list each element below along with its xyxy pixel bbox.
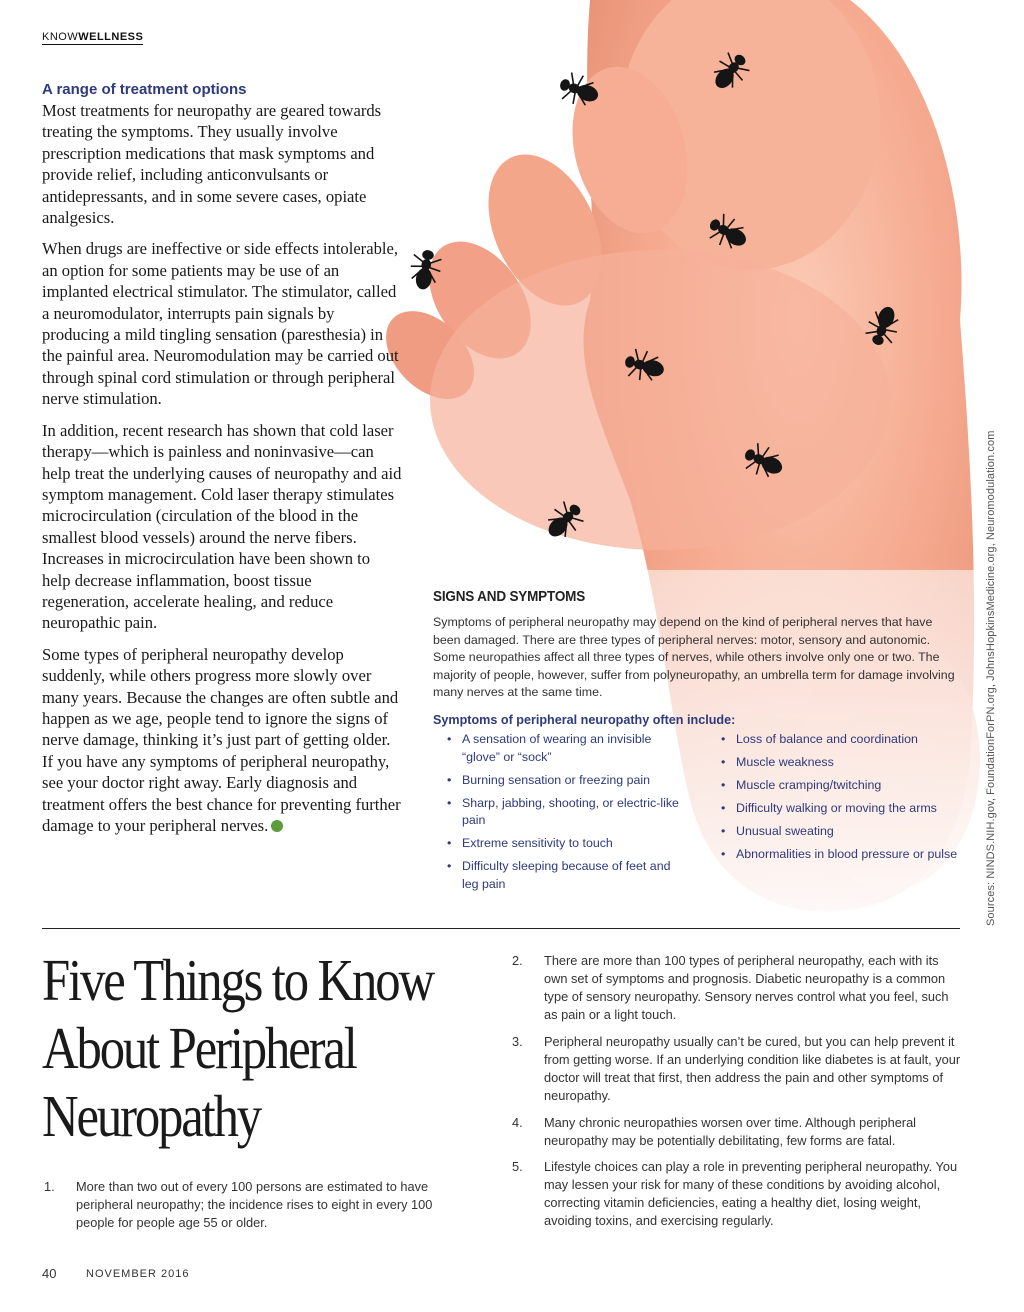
fact-text: Lifestyle choices can play a role in preventing peripheral neuropathy. You may lessen your risk for many of these conditions by avoiding alcohol, correcting vitamin deficiencies, eating a healthy diet, losing weight, avoiding toxins, and exercising regularly. — [544, 1159, 958, 1228]
list-item: • Muscle weakness — [721, 754, 961, 772]
fact-text: Many chronic neuropathies worsen over time. Although peripheral neuropathy may be potentially debilitating, few forms are fatal. — [544, 1115, 917, 1148]
list-item: • Difficulty sleeping because of feet and leg pain — [447, 858, 687, 893]
treatment-paragraph-2: When drugs are ineffective or side effects intolerable, an option for some patients may be use of an implanted electrical stimulator. The stimulator, called a neuromodulator, interrupts pain signals by producing a mild tingling sensation (paresthesia) in the painful area. Neuromodulation may be carried out through spinal cord stimulation or through peripheral nerve stimulation. — [42, 239, 399, 409]
fact-number: 4. — [512, 1115, 523, 1130]
issue-date: NOVEMBER 2016 — [86, 1268, 190, 1280]
list-item: • Unusual sweating — [721, 823, 961, 841]
list-item: • Extreme sensitivity to touch — [447, 835, 687, 853]
fact-number: 2. — [512, 953, 523, 968]
headline-line-1: Five Things to Know — [42, 947, 433, 1013]
sources-credit: Sources: NINDS.NIH.gov, FoundationForPN.org, JohnsHopkinsMedicine.org, Neuromodulation.com — [985, 430, 997, 926]
list-item: • Loss of balance and coordination — [721, 731, 961, 749]
list-item: • Difficulty walking or moving the arms — [721, 800, 961, 818]
signs-subheading: Symptoms of peripheral neuropathy often include: — [433, 713, 736, 727]
treatment-article — [42, 80, 402, 846]
headline — [42, 946, 438, 1150]
signs-body: Symptoms of peripheral neuropathy may depend on the kind of peripheral nerves that have been damaged. There are three types of peripheral nerves: motor, sensory and autonomic. Some neuropathies affect all three types of nerves, while others involve only one or two. The majority of people, however, suffer from polyneuropathy, an umbrella term for damage involving many nerves at the same time. — [433, 615, 955, 699]
treatment-paragraph-4-text: Some types of peripheral neuropathy develop suddenly, while others progress more slowly over many years. Because the changes are often subtle and happen as we age, people tend to ignore the signs of nerve damage, thinking it’s just part of getting older. If you have any symptoms of peripheral neuropathy, see your doctor right away. Early diagnosis and treatment offers the best chance for preventing further damage to your peripheral nerves. — [42, 644, 401, 835]
signs-title: SIGNS AND SYMPTOMS — [433, 588, 586, 605]
page-number: 40 — [42, 1266, 57, 1281]
treatment-paragraph-1: Most treatments for neuropathy are geared towards treating the symptoms. They usually involve prescription medications that mask symptoms and provide relief, including anticonvulsants or antidepressants, and in some severe cases, opiate analgesics. — [42, 101, 382, 228]
fact-number: 1. — [44, 1179, 55, 1194]
section-tag — [42, 31, 143, 45]
end-mark-icon — [271, 820, 283, 832]
list-item: • Burning sensation or freezing pain — [447, 772, 687, 790]
list-item: • Muscle cramping/twitching — [721, 777, 961, 795]
symptom-list-left — [447, 731, 687, 899]
list-item: • A sensation of wearing an invisible “glove” or “sock” — [447, 731, 687, 766]
fact-number: 5. — [512, 1159, 523, 1174]
list-item: • Abnormalities in blood pressure or pulse — [721, 846, 961, 864]
headline-line-2: About Peripheral — [42, 1015, 356, 1081]
fact-text: More than two out of every 100 persons are estimated to have peripheral neuropathy; the incidence rises to eight in every 100 people for people age 55 or older. — [76, 1179, 433, 1230]
section-tag-know: KNOW — [42, 31, 79, 43]
symptom-list-right — [721, 731, 961, 869]
fact-number: 3. — [512, 1034, 523, 1049]
list-item: • Sharp, jabbing, shooting, or electric-like pain — [447, 795, 687, 830]
fact-text: Peripheral neuropathy usually can’t be cured, but you can help prevent it from getting worse. If an underlying condition like diabetes is at fault, your doctor will treat that first, then address the pain and other symptoms of neuropathy. — [544, 1034, 961, 1103]
treatment-paragraph-4 — [42, 644, 402, 837]
treatment-heading: A range of treatment options — [42, 81, 247, 98]
headline-line-3: Neuropathy — [42, 1083, 261, 1149]
treatment-paragraph-3: In addition, recent research has shown that cold laser therapy—which is painless and noninvasive—can help treat the underlying causes of neuropathy and aid symptom management. Cold laser therapy stimulates microcirculation (circulation of the blood in the smallest blood vessels) around the nerve fibers. Increases in microcirculation have been shown to help decrease inflammation, boost tissue regeneration, accelerate healing, and reduce neuropathic pain. — [42, 420, 402, 633]
section-divider — [42, 928, 960, 929]
section-tag-wellness: WELLNESS — [78, 31, 144, 43]
fact-text: There are more than 100 types of peripheral neuropathy, each with its own set of symptoms and prognosis. Diabetic neuropathy is a common type of sensory neuropathy. Sensory nerves control what you feel, such as pain or a light touch. — [544, 953, 949, 1022]
